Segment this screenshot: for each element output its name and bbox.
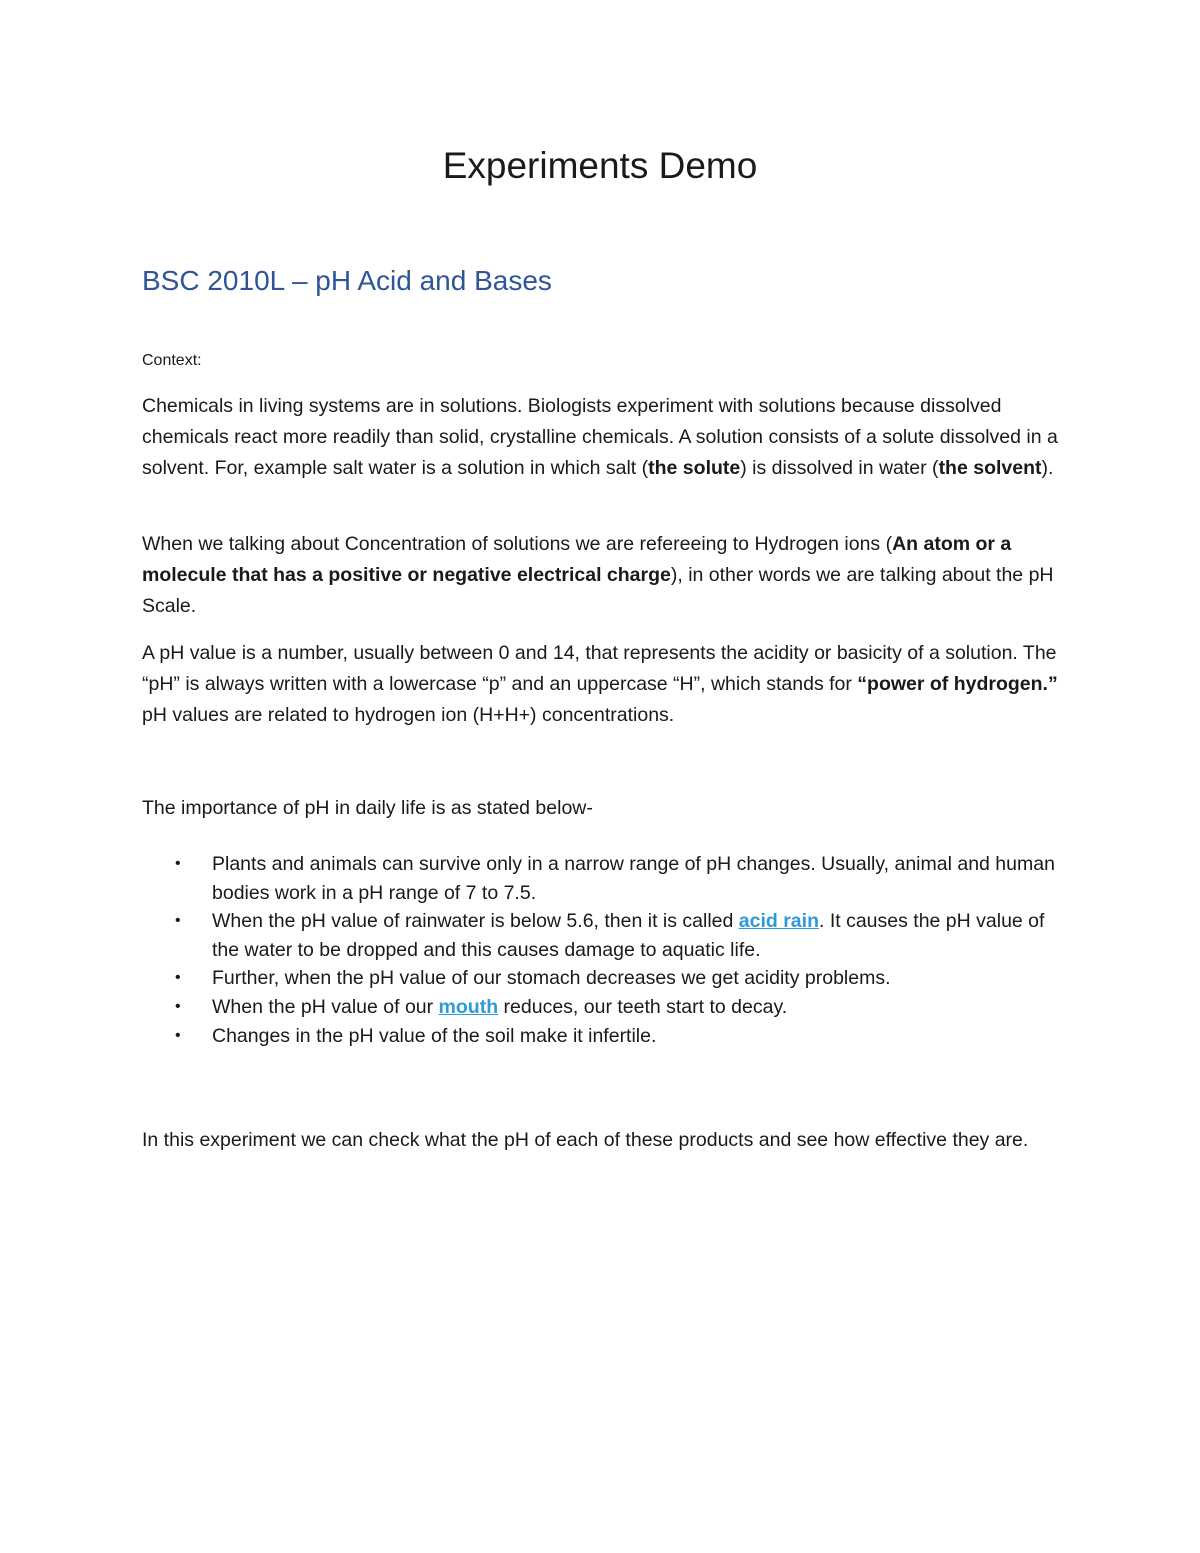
document-title: Experiments Demo xyxy=(442,145,758,186)
bold-term-solvent: the solvent xyxy=(938,457,1042,479)
bullet-icon: • xyxy=(175,855,181,872)
list-item-text: Further, when the pH value of our stomach decreases we get acidity problems. xyxy=(212,967,891,990)
paragraph-concentration xyxy=(142,529,1062,622)
list-item-text: . It causes the pH value of the water to be dropped and this causes damage to aquatic life. xyxy=(212,910,1045,961)
paragraph-text: pH values are related to hydrogen ion (H+H+) concentrations. xyxy=(142,704,675,726)
list-item-text: When the pH value of our xyxy=(212,995,439,1018)
paragraph-text: A pH value is a number, usually between 0 and 14, that represents the acidity or basicity of a solution. The “pH” is always written with a lowercase “p” and an uppercase “H”, which stands for xyxy=(142,642,1057,695)
paragraph-ph-value xyxy=(142,638,1062,731)
list-item xyxy=(142,850,1062,907)
paragraph-importance-intro: The importance of pH in daily life is as stated below- xyxy=(142,797,593,819)
bold-term-power-of-hydrogen: “power of hydrogen.” xyxy=(857,673,1058,695)
paragraph-solutions xyxy=(142,391,1062,484)
paragraph-text: Chemicals in living systems are in solutions. Biologists experiment with solutions because dissolved chemicals react more readily than solid, crystalline chemicals. A solution consists of a solute dissolved in a solvent. For, example salt water is a solution in which salt ( xyxy=(142,395,1058,479)
bullet-icon: • xyxy=(175,1026,181,1044)
mouth-link[interactable]: mouth xyxy=(438,995,499,1018)
list-item-text: Plants and animals can survive only in a narrow range of pH changes. Usually, animal and human bodies work in a pH range of 7 to 7.5. xyxy=(212,853,1055,904)
list-item-text: When the pH value of rainwater is below 5.6, then it is called xyxy=(212,910,739,933)
acid-rain-link[interactable]: acid rain xyxy=(738,910,819,933)
list-item xyxy=(142,907,1062,964)
bold-definition-ion: An atom or a molecule that has a positive or negative electrical charge xyxy=(142,533,1012,586)
paragraph-text: When we talking about Concentration of solutions we are refereeing to Hydrogen ions ( xyxy=(142,533,893,555)
list-item-text: Changes in the pH value of the soil make it infertile. xyxy=(212,1024,657,1047)
bullet-icon: • xyxy=(175,997,181,1015)
list-item-text: reduces, our teeth start to decay. xyxy=(498,995,788,1018)
paragraph-experiment: In this experiment we can check what the pH of each of these products and see how effective they are. xyxy=(142,1129,1029,1151)
section-heading: BSC 2010L – pH Acid and Bases xyxy=(142,265,552,296)
bullet-icon: • xyxy=(175,912,181,930)
paragraph-text: ), in other words we are talking about the pH Scale. xyxy=(142,564,1054,617)
bold-term-solute: the solute xyxy=(648,457,741,479)
importance-bullet-list xyxy=(142,850,1062,1050)
context-label: Context: xyxy=(142,352,202,369)
paragraph-text: ) is dissolved in water ( xyxy=(740,457,939,479)
list-item xyxy=(142,1022,1062,1051)
list-item xyxy=(142,993,1062,1022)
bullet-icon: • xyxy=(175,969,181,987)
paragraph-text: ). xyxy=(1041,457,1054,479)
list-item xyxy=(142,964,1062,993)
